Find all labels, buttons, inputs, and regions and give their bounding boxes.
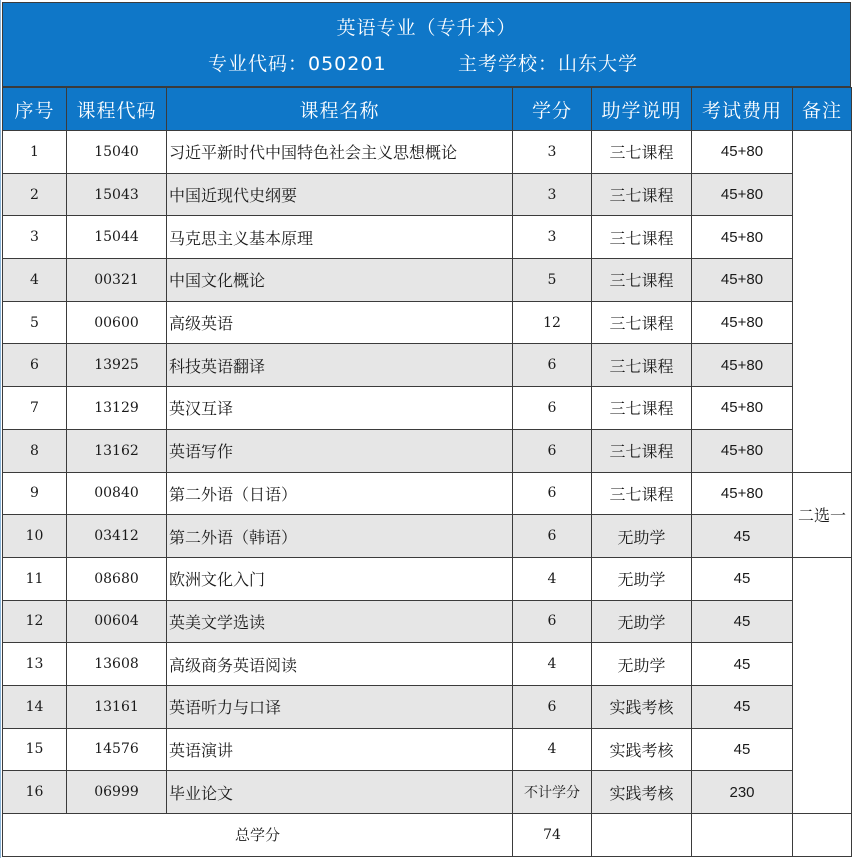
table-row [3,173,852,216]
cell-help: 三七课程 [592,259,692,302]
cell-help: 实践考核 [592,728,692,771]
cell-credit: 6 [513,515,592,558]
table-row [3,643,852,686]
cell-help: 无助学 [592,515,692,558]
total-help-empty [592,814,692,857]
table-row [3,600,852,643]
cell-name: 毕业论文 [167,771,513,814]
major-code: 专业代码：050201 [208,53,387,75]
col-header-name: 课程名称 [167,88,513,131]
cell-help: 三七课程 [592,173,692,216]
col-header-help: 助学说明 [592,88,692,131]
col-header-credit: 学分 [513,88,592,131]
cell-name: 第二外语（日语） [167,472,513,515]
table-row [3,429,852,472]
cell-fee: 45+80 [692,429,793,472]
cell-name: 英美文学选读 [167,600,513,643]
table-row [3,515,852,558]
cell-code: 13925 [67,344,167,387]
cell-help: 无助学 [592,600,692,643]
cell-help: 三七课程 [592,344,692,387]
cell-credit: 6 [513,472,592,515]
cell-credit: 6 [513,387,592,430]
table-row [3,216,852,259]
cell-fee: 45+80 [692,259,793,302]
total-note-empty [793,814,852,857]
cell-code: 15040 [67,131,167,174]
cell-name: 英语演讲 [167,728,513,771]
col-header-code: 课程代码 [67,88,167,131]
table-row [3,728,852,771]
cell-code: 13608 [67,643,167,686]
cell-code: 13161 [67,685,167,728]
cell-fee: 45 [692,728,793,771]
column-header-row [3,88,852,131]
cell-help: 三七课程 [592,429,692,472]
cell-help: 无助学 [592,557,692,600]
cell-code: 14576 [67,728,167,771]
cell-help: 三七课程 [592,216,692,259]
cell-fee: 45+80 [692,387,793,430]
cell-credit: 6 [513,344,592,387]
cell-credit: 6 [513,429,592,472]
cell-help: 三七课程 [592,387,692,430]
cell-help: 三七课程 [592,472,692,515]
cell-code: 00321 [67,259,167,302]
cell-credit: 4 [513,557,592,600]
cell-help: 三七课程 [592,131,692,174]
cell-credit: 3 [513,216,592,259]
cell-fee: 45+80 [692,216,793,259]
cell-name: 中国近现代史纲要 [167,173,513,216]
cell-code: 13162 [67,429,167,472]
cell-note-empty [793,131,852,473]
total-credit: 74 [513,814,592,857]
cell-no: 12 [3,600,67,643]
cell-credit: 6 [513,600,592,643]
cell-help: 三七课程 [592,301,692,344]
cell-no: 10 [3,515,67,558]
cell-name: 高级商务英语阅读 [167,643,513,686]
cell-fee: 45 [692,600,793,643]
cell-name: 马克思主义基本原理 [167,216,513,259]
cell-help: 实践考核 [592,771,692,814]
cell-help: 实践考核 [592,685,692,728]
course-table-body [3,131,852,814]
total-row [3,814,852,857]
cell-credit: 4 [513,643,592,686]
cell-fee: 45+80 [692,131,793,174]
table-row [3,685,852,728]
cell-no: 2 [3,173,67,216]
cell-code: 00600 [67,301,167,344]
table-row [3,301,852,344]
cell-fee: 45 [692,515,793,558]
cell-fee: 45 [692,643,793,686]
table-header-banner [2,2,851,87]
cell-no: 9 [3,472,67,515]
cell-fee: 45+80 [692,173,793,216]
cell-no: 1 [3,131,67,174]
table-row [3,387,852,430]
cell-credit: 4 [513,728,592,771]
cell-name: 中国文化概论 [167,259,513,302]
col-header-note: 备注 [793,88,852,131]
cell-code: 15043 [67,173,167,216]
table-row [3,344,852,387]
cell-fee: 230 [692,771,793,814]
cell-name: 第二外语（韩语） [167,515,513,558]
page-title: 英语专业（专升本） [336,17,517,39]
cell-credit: 不计学分 [513,771,592,814]
cell-credit: 3 [513,131,592,174]
cell-no: 11 [3,557,67,600]
cell-fee: 45+80 [692,472,793,515]
cell-code: 00604 [67,600,167,643]
exam-school: 主考学校：山东大学 [458,53,639,75]
cell-help: 无助学 [592,643,692,686]
cell-credit: 3 [513,173,592,216]
cell-no: 3 [3,216,67,259]
table-row [3,131,852,174]
cell-name: 高级英语 [167,301,513,344]
cell-no: 15 [3,728,67,771]
table-row [3,472,852,515]
cell-name: 英语写作 [167,429,513,472]
cell-name: 欧洲文化入门 [167,557,513,600]
col-header-fee: 考试费用 [692,88,793,131]
cell-no: 7 [3,387,67,430]
col-header-no: 序号 [3,88,67,131]
total-label: 总学分 [3,814,513,857]
table-row [3,557,852,600]
cell-fee: 45 [692,685,793,728]
cell-credit: 5 [513,259,592,302]
cell-code: 13129 [67,387,167,430]
cell-no: 6 [3,344,67,387]
cell-no: 14 [3,685,67,728]
cell-no: 8 [3,429,67,472]
cell-no: 5 [3,301,67,344]
cell-code: 00840 [67,472,167,515]
course-table [2,87,852,857]
cell-fee: 45 [692,557,793,600]
cell-fee: 45+80 [692,344,793,387]
table-row [3,259,852,302]
cell-code: 15044 [67,216,167,259]
cell-name: 英汉互译 [167,387,513,430]
cell-name: 科技英语翻译 [167,344,513,387]
total-fee-empty [692,814,793,857]
cell-name: 习近平新时代中国特色社会主义思想概论 [167,131,513,174]
cell-fee: 45+80 [692,301,793,344]
cell-credit: 12 [513,301,592,344]
cell-note-choice: 二选一 [793,472,852,557]
cell-name: 英语听力与口译 [167,685,513,728]
cell-no: 4 [3,259,67,302]
cell-code: 03412 [67,515,167,558]
table-row [3,771,852,814]
cell-no: 13 [3,643,67,686]
cell-credit: 6 [513,685,592,728]
cell-note-empty [793,557,852,813]
cell-code: 08680 [67,557,167,600]
cell-code: 06999 [67,771,167,814]
cell-no: 16 [3,771,67,814]
